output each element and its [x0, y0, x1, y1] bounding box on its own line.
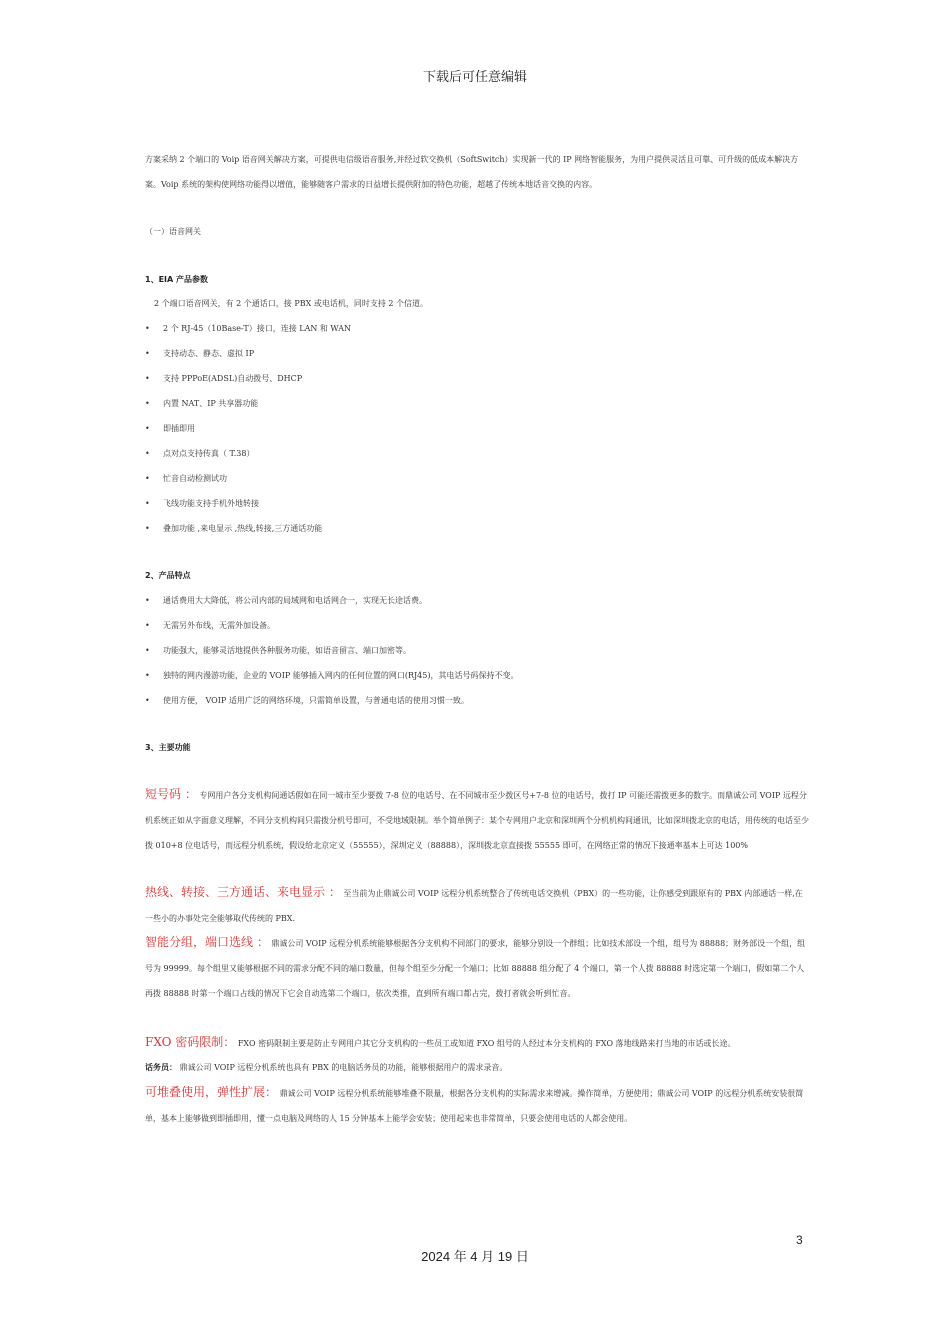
function-label: 短号码 ：: [145, 787, 197, 801]
spec-item-text: 点对点支持传真（ T.38）: [163, 449, 255, 458]
function-text: FXO 密码限制主要是防止专网用户其它分支机构的一些员工或知道 FXO 组号的人经过本分支机构的 FXO 落地线路来打当地的市话或长途。: [237, 1039, 736, 1048]
function-text: 鼎诚公司 VOIP 远程分机系统能够堆叠不限量，根据各分支机构的实际需求来增减。操作简单，方便使用；鼎诚公司 VOIP 的远程分机系统安装很简单，基本上能够做到即插即用，懂一点电脑及网络的人 15 分钟基本上能学会安装；使用起来也非常简单，只要会使用电话的人都会使用。: [145, 1089, 804, 1123]
spec-item-text: 内置 NAT、IP 共享器功能: [163, 399, 259, 408]
spec-item: [145, 373, 302, 384]
bullet-icon: •: [145, 596, 150, 605]
bullet-icon: •: [145, 621, 150, 630]
spec-item-text: 支持动态、静态、虚拟 IP: [163, 349, 255, 358]
page-number: 3: [796, 1233, 803, 1247]
spec-item: [145, 448, 254, 459]
page-footer-date: 2024 年 4 月 19 日: [421, 1249, 529, 1264]
bullet-icon: •: [145, 499, 150, 508]
intro-paragraph: 方案采纳 2 个端口的 Voip 语音网关解决方案，可提供电信级语音服务,并经过软交换机（SoftSwitch）实现新一代的 IP 网络智能服务，为用户提供灵活且可靠、可升级的低成本解决方案。Voip 系统的架构使网络功能得以增值，能够随客户需求的日益增长提供附加的特色功能，超越了传统本地话音交换的内容。: [145, 155, 799, 189]
spec-item: [145, 348, 254, 359]
bullet-icon: •: [145, 474, 150, 483]
bullet-icon: •: [145, 424, 150, 433]
feature-item: [145, 695, 469, 706]
function-fxo-password: [145, 1030, 810, 1056]
function-label: 热线、转接、三方通话、来电显示 ：: [145, 885, 341, 899]
section-voice-gateway: （一）语音网关: [145, 227, 201, 236]
spec-item: [145, 473, 227, 484]
function-label: 可堆叠使用，弹性扩展：: [145, 1085, 278, 1099]
function-hotline: [145, 880, 810, 931]
bullet-icon: •: [145, 696, 150, 705]
spec-item-text: 即插即用: [163, 424, 195, 433]
spec-item-text: 忙音自动检测试功: [163, 474, 227, 483]
section-3-title: 3、主要功能: [145, 743, 191, 752]
function-short-number: [145, 782, 810, 858]
function-stackable: [145, 1080, 810, 1131]
function-smart-group: [145, 930, 810, 1006]
spec-item: [145, 423, 195, 434]
bullet-icon: •: [145, 374, 150, 383]
spec-item: [145, 323, 351, 334]
spec-item-text: 叠加功能 ,来电显示 ,热线,转接,三方通话功能: [163, 524, 323, 533]
section-2-title: 2、产品特点: [145, 571, 191, 580]
spec-item-text: 2 个 RJ-45（10Base-T）接口，连接 LAN 和 WAN: [163, 324, 352, 333]
function-label: FXO 密码限制：: [145, 1035, 236, 1049]
function-label: 智能分组，端口选线 ：: [145, 935, 269, 949]
bullet-icon: •: [145, 399, 150, 408]
bullet-icon: •: [145, 449, 150, 458]
function-text: 至当前为止鼎诚公司 VOIP 远程分机系统整合了传统电话交换机（PBX）的一些功能，让你感受到跟原有的 PBX 内部通话一样,在一些小的办事处完全能够取代传统的 PBX.: [145, 889, 803, 923]
feature-item: [145, 645, 411, 656]
feature-item: [145, 670, 518, 681]
spec-item: [145, 523, 322, 534]
feature-item-text: 无需另外布线，无需外加设备。: [163, 621, 275, 630]
feature-item-text: 使用方便， VOIP 适用广泛的网络环境，只需简单设置，与普通电话的使用习惯一致。: [163, 696, 469, 705]
spec-item: [145, 498, 259, 509]
spec-item-text: 飞线功能支持手机外地转接: [163, 499, 259, 508]
bullet-icon: •: [145, 524, 150, 533]
function-text: 鼎诚公司 VOIP 远程分机系统能够根据各分支机构不同部门的要求，能够分别设一个群组；比如技术部设一个组，组号为 88888；财务部设一个组，组号为 99999。每个组里又能够根据不同的需求分配不同的端口数量，但每个组至少分配一个端口；比如 88888 组分配了 4 个端口，第一个人拨 88888 时选定第一个端口，假如第二个人再拨 88888 时第一个端口占线的情况下它会自动选第二个端口，依次类推，直到所有端口都占完，拨打者就会听到忙音。: [145, 939, 806, 998]
function-text: 鼎诚公司 VOIP 远程分机系统也具有 PBX 的电脑话务员的功能，能够根据用户的需求录音。: [179, 1063, 508, 1072]
page-header: 下载后可任意编辑: [422, 70, 527, 85]
feature-item: [145, 620, 275, 631]
spec-item: [145, 398, 258, 409]
function-label: 话务员：: [145, 1063, 177, 1072]
feature-item: [145, 595, 427, 606]
function-operator: [145, 1055, 810, 1080]
spec-item-text: 支持 PPPoE(ADSL)自动拨号、DHCP: [163, 374, 303, 383]
feature-item-text: 功能强大，能够灵活地提供各种服务功能，如语音留言、端口加密等。: [163, 646, 411, 655]
bullet-icon: •: [145, 671, 150, 680]
function-text: 专网用户各分支机构间通话假如在同一城市至少要拨 7-8 位的电话号、在不同城市至少拨区号+7-8 位的电话号，拨打 IP 可能还需拨更多的数字。而鼎诚公司 VOIP 远程分机系统正如从字面意义理解，不同分支机构间只需拨分机号即可，不受地域限制。举个简单例子：某个专网用户北京和深圳两个分机机构间通讯，比如深圳拨北京的电话，用传统的电话至少拨 010+8 位电话号，而远程分机系统，假设给北京定义（55555），深圳定义（88888），深圳拨北京直接拨 55555 即可，在网络正常的情况下接通率基本上可达 100%: [145, 791, 809, 850]
feature-item-text: 通话费用大大降低，将公司内部的局域网和电话网合一，实现无长途话费。: [163, 596, 427, 605]
feature-item-text: 独特的网内漫游功能，企业的 VOIP 能够插入网内的任何位置的网口(RJ45)，其电话号码保持不变。: [163, 671, 519, 680]
bullet-icon: •: [145, 324, 150, 333]
section-1-title: 1、EIA 产品参数: [145, 275, 208, 284]
bullet-icon: •: [145, 646, 150, 655]
section-1-desc: 2 个端口语音网关，有 2 个通话口，接 PBX 或电话机，同时支持 2 个信道。: [154, 299, 429, 308]
bullet-icon: •: [145, 349, 150, 358]
